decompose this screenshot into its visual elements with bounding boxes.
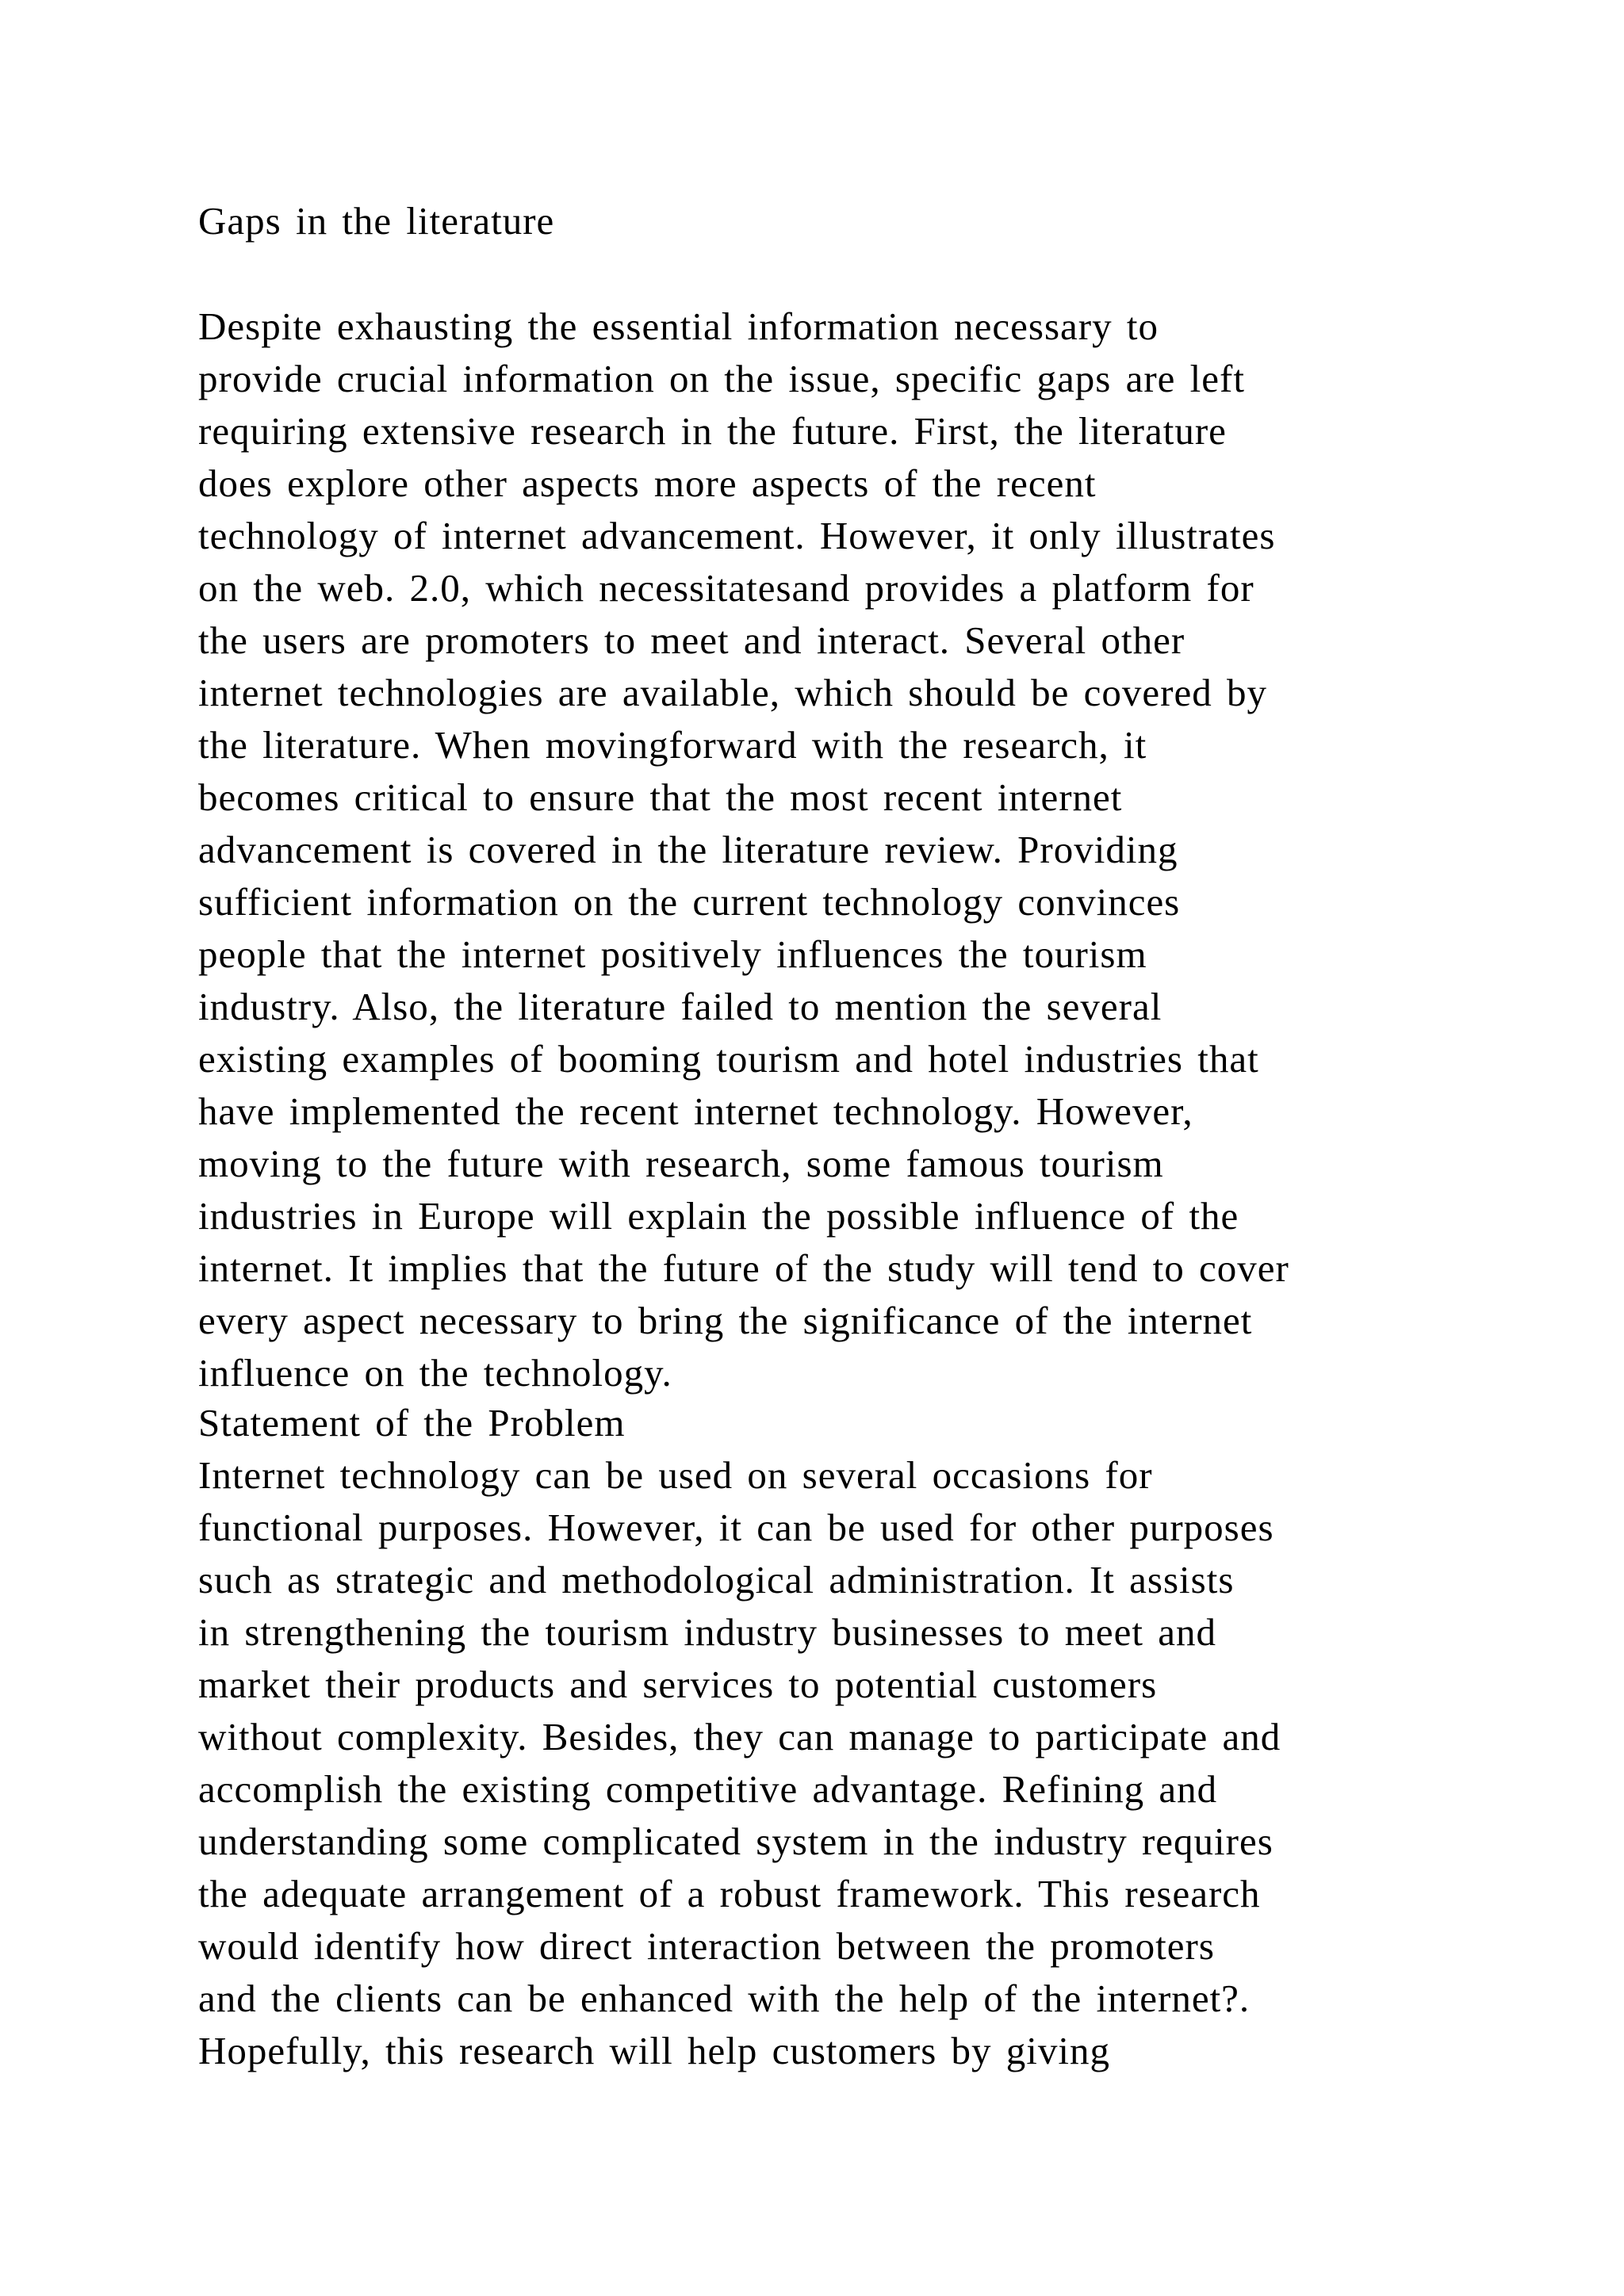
text-line: internet. It implies that the future of the study will tend to cover bbox=[198, 1246, 1289, 1290]
heading-text: Gaps in the literature bbox=[198, 199, 555, 243]
text-line: every aspect necessary to bring the significance of the internet bbox=[198, 1299, 1253, 1342]
text-line: industry. Also, the literature failed to mention the several bbox=[198, 985, 1162, 1028]
text-line: the adequate arrangement of a robust framework. This research bbox=[198, 1872, 1261, 1915]
section-heading-problem bbox=[198, 1397, 1499, 1449]
text-line: the users are promoters to meet and interact. Several other bbox=[198, 618, 1185, 662]
heading-text: Statement of the Problem bbox=[198, 1401, 626, 1445]
section-heading-gaps bbox=[198, 195, 1499, 247]
text-line: technology of internet advancement. However, it only illustrates bbox=[198, 514, 1276, 557]
text-line: and the clients can be enhanced with the help of the internet?. bbox=[198, 1976, 1251, 2020]
text-line: becomes critical to ensure that the most recent internet bbox=[198, 775, 1123, 819]
text-line: requiring extensive research in the future. First, the literature bbox=[198, 409, 1227, 453]
text-line: accomplish the existing competitive advantage. Refining and bbox=[198, 1767, 1218, 1811]
text-line: internet technologies are available, which should be covered by bbox=[198, 671, 1267, 714]
text-line: market their products and services to potential customers bbox=[198, 1663, 1158, 1706]
text-line: would identify how direct interaction between the promoters bbox=[198, 1924, 1215, 1968]
text-line: without complexity. Besides, they can manage to participate and bbox=[198, 1715, 1281, 1758]
text-line: understanding some complicated system in the industry requires bbox=[198, 1820, 1274, 1863]
text-line: advancement is covered in the literature review. Providing bbox=[198, 828, 1178, 871]
text-line: does explore other aspects more aspects of the recent bbox=[198, 461, 1097, 505]
text-line: on the web. 2.0, which necessitatesand provides a platform for bbox=[198, 566, 1254, 610]
text-line: provide crucial information on the issue, specific gaps are left bbox=[198, 357, 1245, 400]
text-line: Hopefully, this research will help customers by giving bbox=[198, 2029, 1110, 2072]
text-line: functional purposes. However, it can be used for other purposes bbox=[198, 1506, 1274, 1549]
text-line: people that the internet positively influences the tourism bbox=[198, 932, 1147, 976]
text-line: have implemented the recent internet technology. However, bbox=[198, 1089, 1193, 1133]
text-line: sufficient information on the current technology convinces bbox=[198, 880, 1181, 924]
text-line: influence on the technology. bbox=[198, 1351, 672, 1395]
text-line: in strengthening the tourism industry businesses to meet and bbox=[198, 1610, 1217, 1654]
text-line: such as strategic and methodological administration. It assists bbox=[198, 1558, 1235, 1601]
text-line: industries in Europe will explain the possible influence of the bbox=[198, 1194, 1239, 1238]
text-line: Internet technology can be used on several occasions for bbox=[198, 1453, 1153, 1497]
paragraph-gaps bbox=[198, 300, 1499, 1399]
text-line: the literature. When movingforward with the research, it bbox=[198, 723, 1147, 767]
paragraph-problem bbox=[198, 1449, 1499, 2077]
text-line: Despite exhausting the essential information necessary to bbox=[198, 304, 1159, 348]
text-line: existing examples of booming tourism and hotel industries that bbox=[198, 1037, 1259, 1081]
text-line: moving to the future with research, some famous tourism bbox=[198, 1142, 1164, 1185]
